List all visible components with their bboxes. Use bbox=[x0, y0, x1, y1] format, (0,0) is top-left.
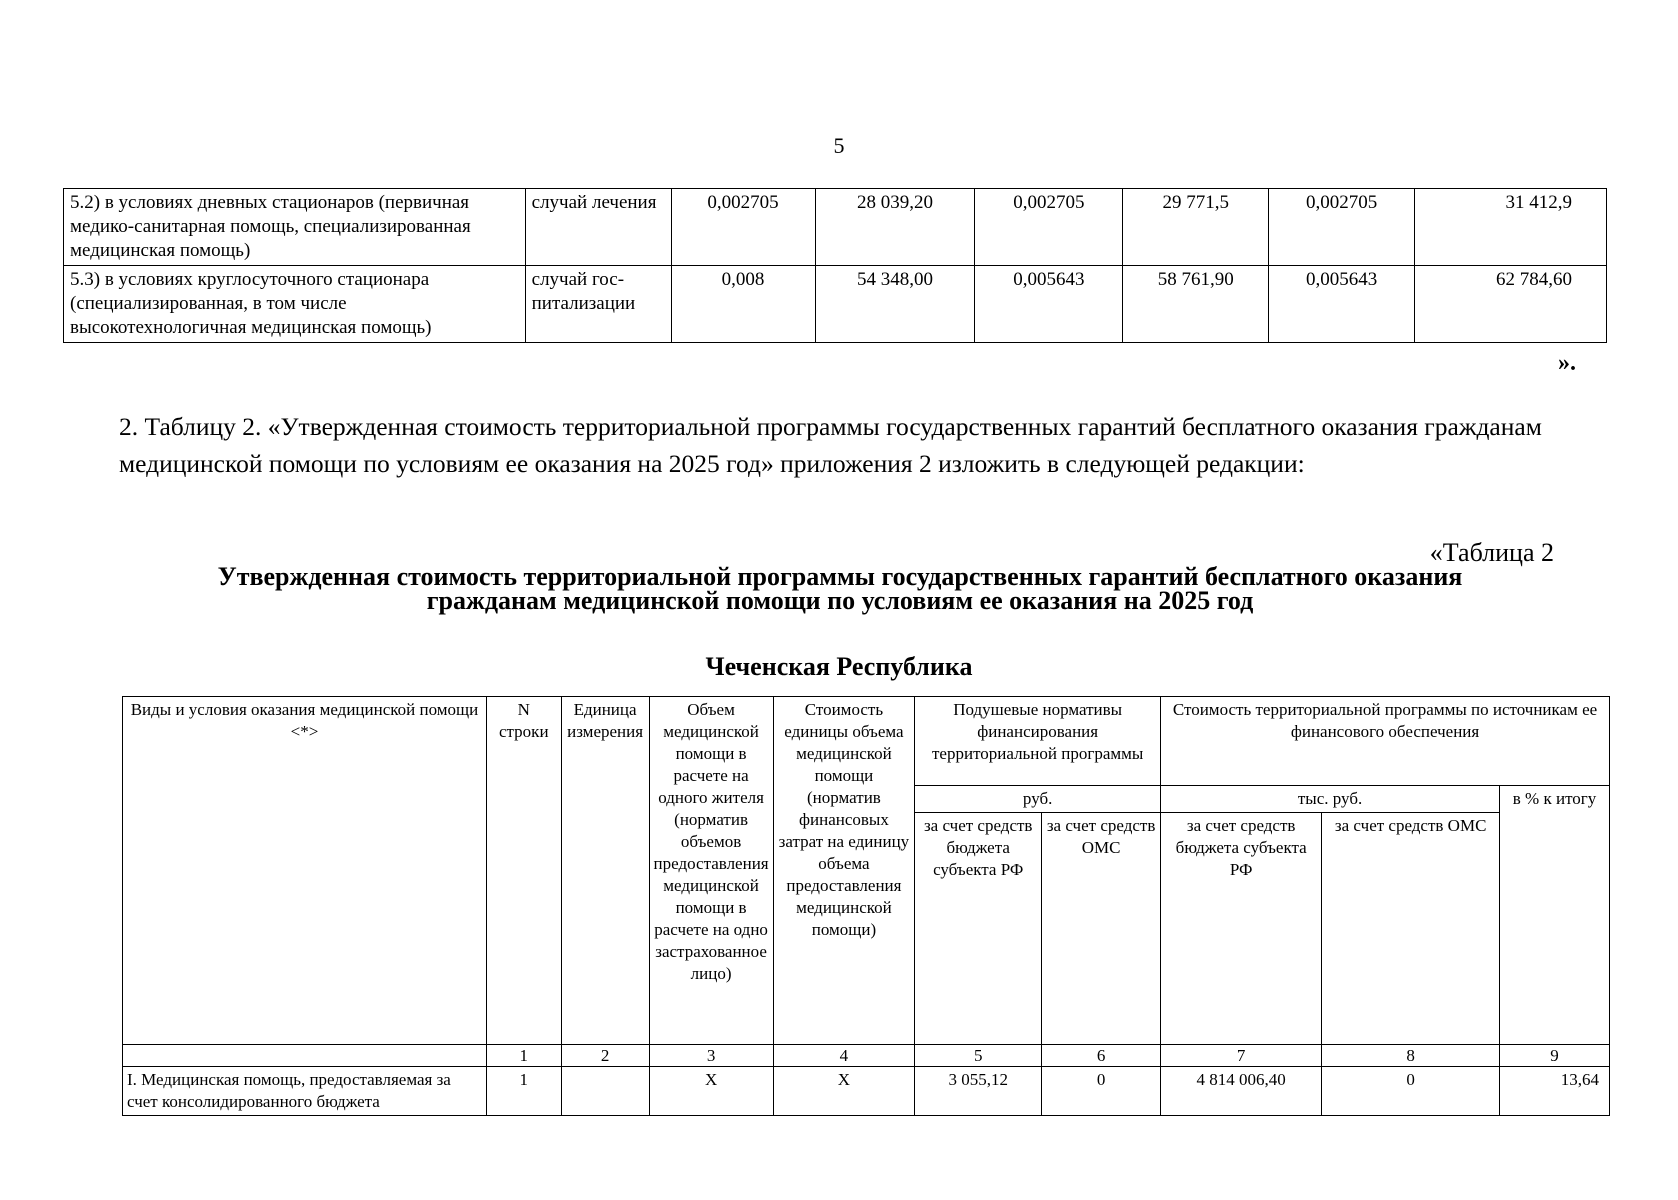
index-row bbox=[123, 1045, 1610, 1067]
header-budget-rub: за счет средств бюджета субъекта РФ bbox=[915, 813, 1042, 1045]
index-cell: 3 bbox=[649, 1045, 773, 1067]
row-percent: 13,64 bbox=[1500, 1067, 1610, 1116]
table-row bbox=[123, 1067, 1610, 1116]
table-heading bbox=[120, 562, 1560, 615]
index-cell: 6 bbox=[1042, 1045, 1161, 1067]
value-cell: 54 348,00 bbox=[815, 266, 975, 343]
value-cell: 62 784,60 bbox=[1415, 266, 1607, 343]
page-number: 5 bbox=[833, 133, 845, 158]
header-percent-total: в % к итогу bbox=[1500, 786, 1610, 1045]
value-cell: 0,005643 bbox=[975, 266, 1123, 343]
index-cell: 1 bbox=[486, 1045, 561, 1067]
index-cell: 9 bbox=[1500, 1045, 1610, 1067]
row-volume: X bbox=[649, 1067, 773, 1116]
region-title: Чеченская Республика bbox=[705, 652, 973, 681]
header-row-number: N строки bbox=[486, 697, 561, 1045]
row-unit bbox=[561, 1067, 649, 1116]
header-volume: Объем медицинской помощи в расчете на одного жителя (норматив объемов предоставления медицинской помощи в расчете на одно застрахованное лицо) bbox=[649, 697, 773, 1045]
row-unit: случай лечения bbox=[525, 189, 671, 266]
header-thousand-rub: тыс. руб. bbox=[1161, 786, 1500, 813]
index-cell: 5 bbox=[915, 1045, 1042, 1067]
index-cell: 7 bbox=[1161, 1045, 1322, 1067]
header-cost: Стоимость единицы объема медицинской помощи (норматив финансовых затрат на единицу объема предоставления медицинской помощи) bbox=[773, 697, 915, 1045]
closing-quote: ». bbox=[1558, 350, 1576, 376]
index-cell bbox=[123, 1045, 487, 1067]
row-label: I. Медицинская помощь, предоставляемая за счет консолидированного бюджета bbox=[123, 1067, 487, 1116]
value-cell: 0,002705 bbox=[671, 189, 815, 266]
header-budget-thousand: за счет средств бюджета субъекта РФ bbox=[1161, 813, 1322, 1045]
row-unit: случай гос-питализации bbox=[525, 266, 671, 343]
continued-table bbox=[63, 188, 1607, 343]
row-oms-thousand: 0 bbox=[1322, 1067, 1500, 1116]
header-oms-thousand: за счет средств ОМС bbox=[1322, 813, 1500, 1045]
row-budget-thousand: 4 814 006,40 bbox=[1161, 1067, 1322, 1116]
header-rub: руб. bbox=[915, 786, 1161, 813]
index-cell: 4 bbox=[773, 1045, 915, 1067]
value-cell: 0,002705 bbox=[1269, 189, 1415, 266]
value-cell: 0,008 bbox=[671, 266, 815, 343]
row-oms-rub: 0 bbox=[1042, 1067, 1161, 1116]
value-cell: 0,002705 bbox=[975, 189, 1123, 266]
row-label: 5.2) в условиях дневных стационаров (первичная медико-санитарная помощь, специализированная медицинская помощь) bbox=[64, 189, 526, 266]
row-label: 5.3) в условиях круглосуточного стационара (специализированная, в том числе высокотехнологичная медицинская помощь) bbox=[64, 266, 526, 343]
value-cell: 31 412,9 bbox=[1415, 189, 1607, 266]
header-per-capita: Подушевые нормативы финансирования территориальной программы bbox=[915, 697, 1161, 786]
header-oms-rub: за счет средств ОМС bbox=[1042, 813, 1161, 1045]
table-row bbox=[64, 189, 1607, 266]
heading-line: Утвержденная стоимость территориальной программы государственных гарантий бесплатного оказания bbox=[217, 562, 1463, 591]
cost-table bbox=[122, 696, 1610, 1116]
row-number: 1 bbox=[486, 1067, 561, 1116]
heading-line: гражданам медицинской помощи по условиям ее оказания на 2025 год bbox=[426, 586, 1254, 615]
index-cell: 2 bbox=[561, 1045, 649, 1067]
header-program-cost: Стоимость территориальной программы по источникам ее финансового обеспечения bbox=[1161, 697, 1610, 786]
table-label: «Таблица 2 bbox=[1429, 538, 1554, 567]
row-budget-rub: 3 055,12 bbox=[915, 1067, 1042, 1116]
index-cell: 8 bbox=[1322, 1045, 1500, 1067]
header-unit: Единица измерения bbox=[561, 697, 649, 1045]
header-types: Виды и условия оказания медицинской помощи <*> bbox=[123, 697, 487, 1045]
body-paragraph: 2. Таблицу 2. «Утвержденная стоимость территориальной программы государственных гарантий бесплатного оказания гражданам медицинской помощи по условиям ее оказания на 2025 год» приложения 2 изложить в следующей редакции: bbox=[119, 412, 1542, 478]
value-cell: 0,005643 bbox=[1269, 266, 1415, 343]
header-row bbox=[123, 697, 1610, 786]
value-cell: 29 771,5 bbox=[1123, 189, 1269, 266]
table-row bbox=[64, 266, 1607, 343]
row-cost: X bbox=[773, 1067, 915, 1116]
value-cell: 28 039,20 bbox=[815, 189, 975, 266]
value-cell: 58 761,90 bbox=[1123, 266, 1269, 343]
